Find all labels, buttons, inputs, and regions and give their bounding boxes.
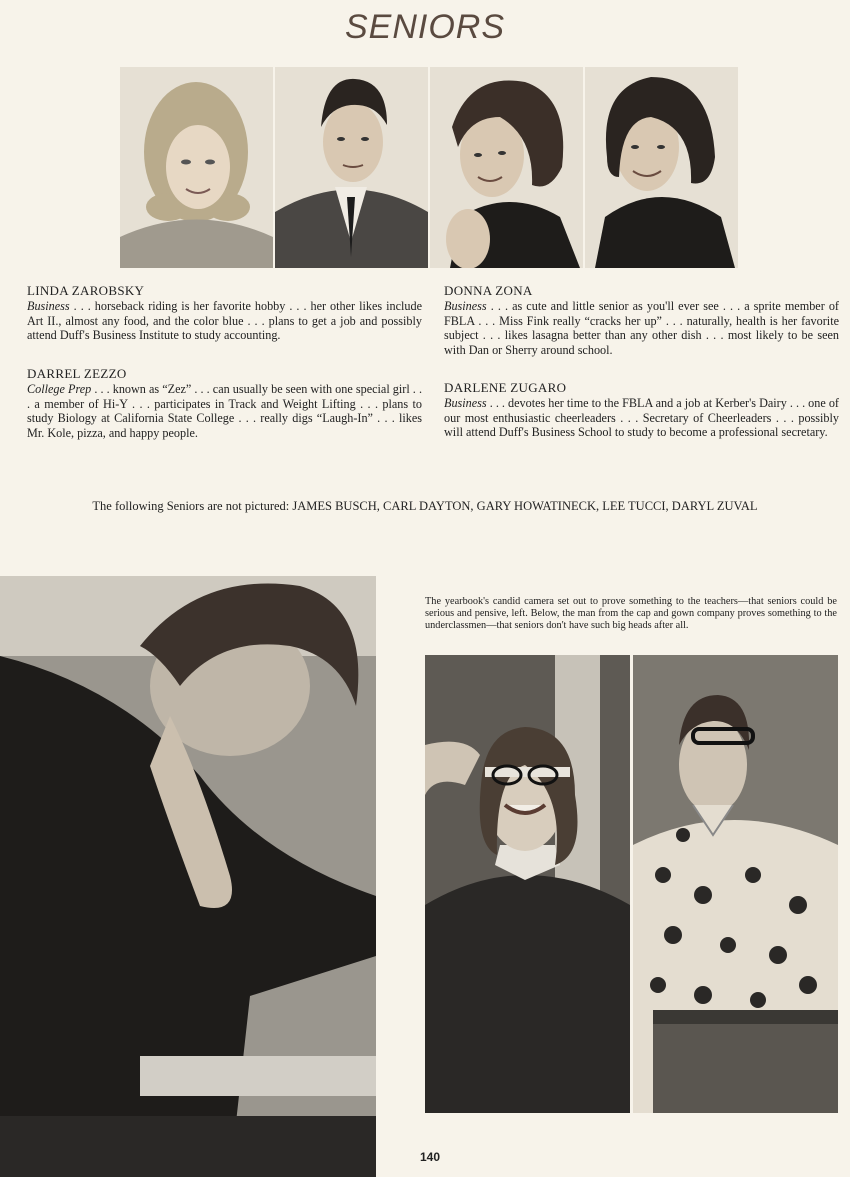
entry-donna-zona xyxy=(444,283,839,357)
entry-track: Business xyxy=(444,396,487,410)
entry-bio-text: . . . as cute and little senior as you'll ever see . . . a sprite member of FBLA . . . Miss Fink really “cracks her up” . . . naturally, health is her favorite subject . . . likes lasagna better than any other dish . . . most likely to be seen with Dan or Sherry around school. xyxy=(444,299,839,357)
candid-photo-girl-measured xyxy=(425,655,630,1113)
portrait-darrel-zezzo xyxy=(275,67,428,268)
entry-name: DONNA ZONA xyxy=(444,283,533,298)
entry-bio-text: . . . horseback riding is her favorite hobby . . . her other likes include Art II., almost any food, and the color blue . . . plans to get a job and possibly attend Duff's Business Institute to study accounting. xyxy=(27,299,422,343)
candid-photo-pensive-senior xyxy=(0,576,376,1177)
entry-darrel-zezzo xyxy=(27,366,422,440)
not-pictured-list: The following Seniors are not pictured: JAMES BUSCH, CARL DAYTON, GARY HOWATINECK, LEE TUCCI, DARYL ZUVAL xyxy=(92,499,758,513)
portrait-donna-zona xyxy=(430,67,583,268)
portrait-darlene-zugaro xyxy=(585,67,738,268)
entry-bio xyxy=(444,299,839,357)
candid-photo-boy-measured xyxy=(633,655,838,1113)
photo-caption: The yearbook's candid camera set out to prove something to the teachers—that seniors could be serious and pensive, left. Below, the man from the cap and gown company proves something to the underclassmen—that seniors don't have such big heads after all. xyxy=(425,596,837,631)
entry-bio xyxy=(444,396,839,440)
entry-track: College Prep xyxy=(27,382,92,396)
entry-bio-text: . . . devotes her time to the FBLA and a job at Kerber's Dairy . . . one of our most enthusiastic cheerleaders . . . Secretary of Cheerleaders . . . possibly will attend Duff's Business School to study to become a professional secretary. xyxy=(444,396,839,440)
page-title: SENIORS xyxy=(344,8,506,46)
entry-name: LINDA ZAROBSKY xyxy=(27,283,145,298)
portrait-linda-zarobsky xyxy=(120,67,273,268)
entry-linda-zarobsky xyxy=(27,283,422,343)
entry-bio xyxy=(27,382,422,440)
entry-bio-text: . . . known as “Zez” . . . can usually be seen with one special girl . . . a member of Hi-Y . . . participates in Track and Weight Lifting . . . plans to study Biology at California State College . . . really digs “Laugh-In” . . . likes Mr. Kole, pizza, and happy people. xyxy=(27,382,422,440)
entry-bio xyxy=(27,299,422,343)
entry-darlene-zugaro xyxy=(444,380,839,440)
page-number: 140 xyxy=(419,1150,441,1164)
entry-track: Business xyxy=(444,299,487,313)
entry-name: DARREL ZEZZO xyxy=(27,366,127,381)
entry-name: DARLENE ZUGARO xyxy=(444,380,567,395)
entry-track: Business xyxy=(27,299,70,313)
